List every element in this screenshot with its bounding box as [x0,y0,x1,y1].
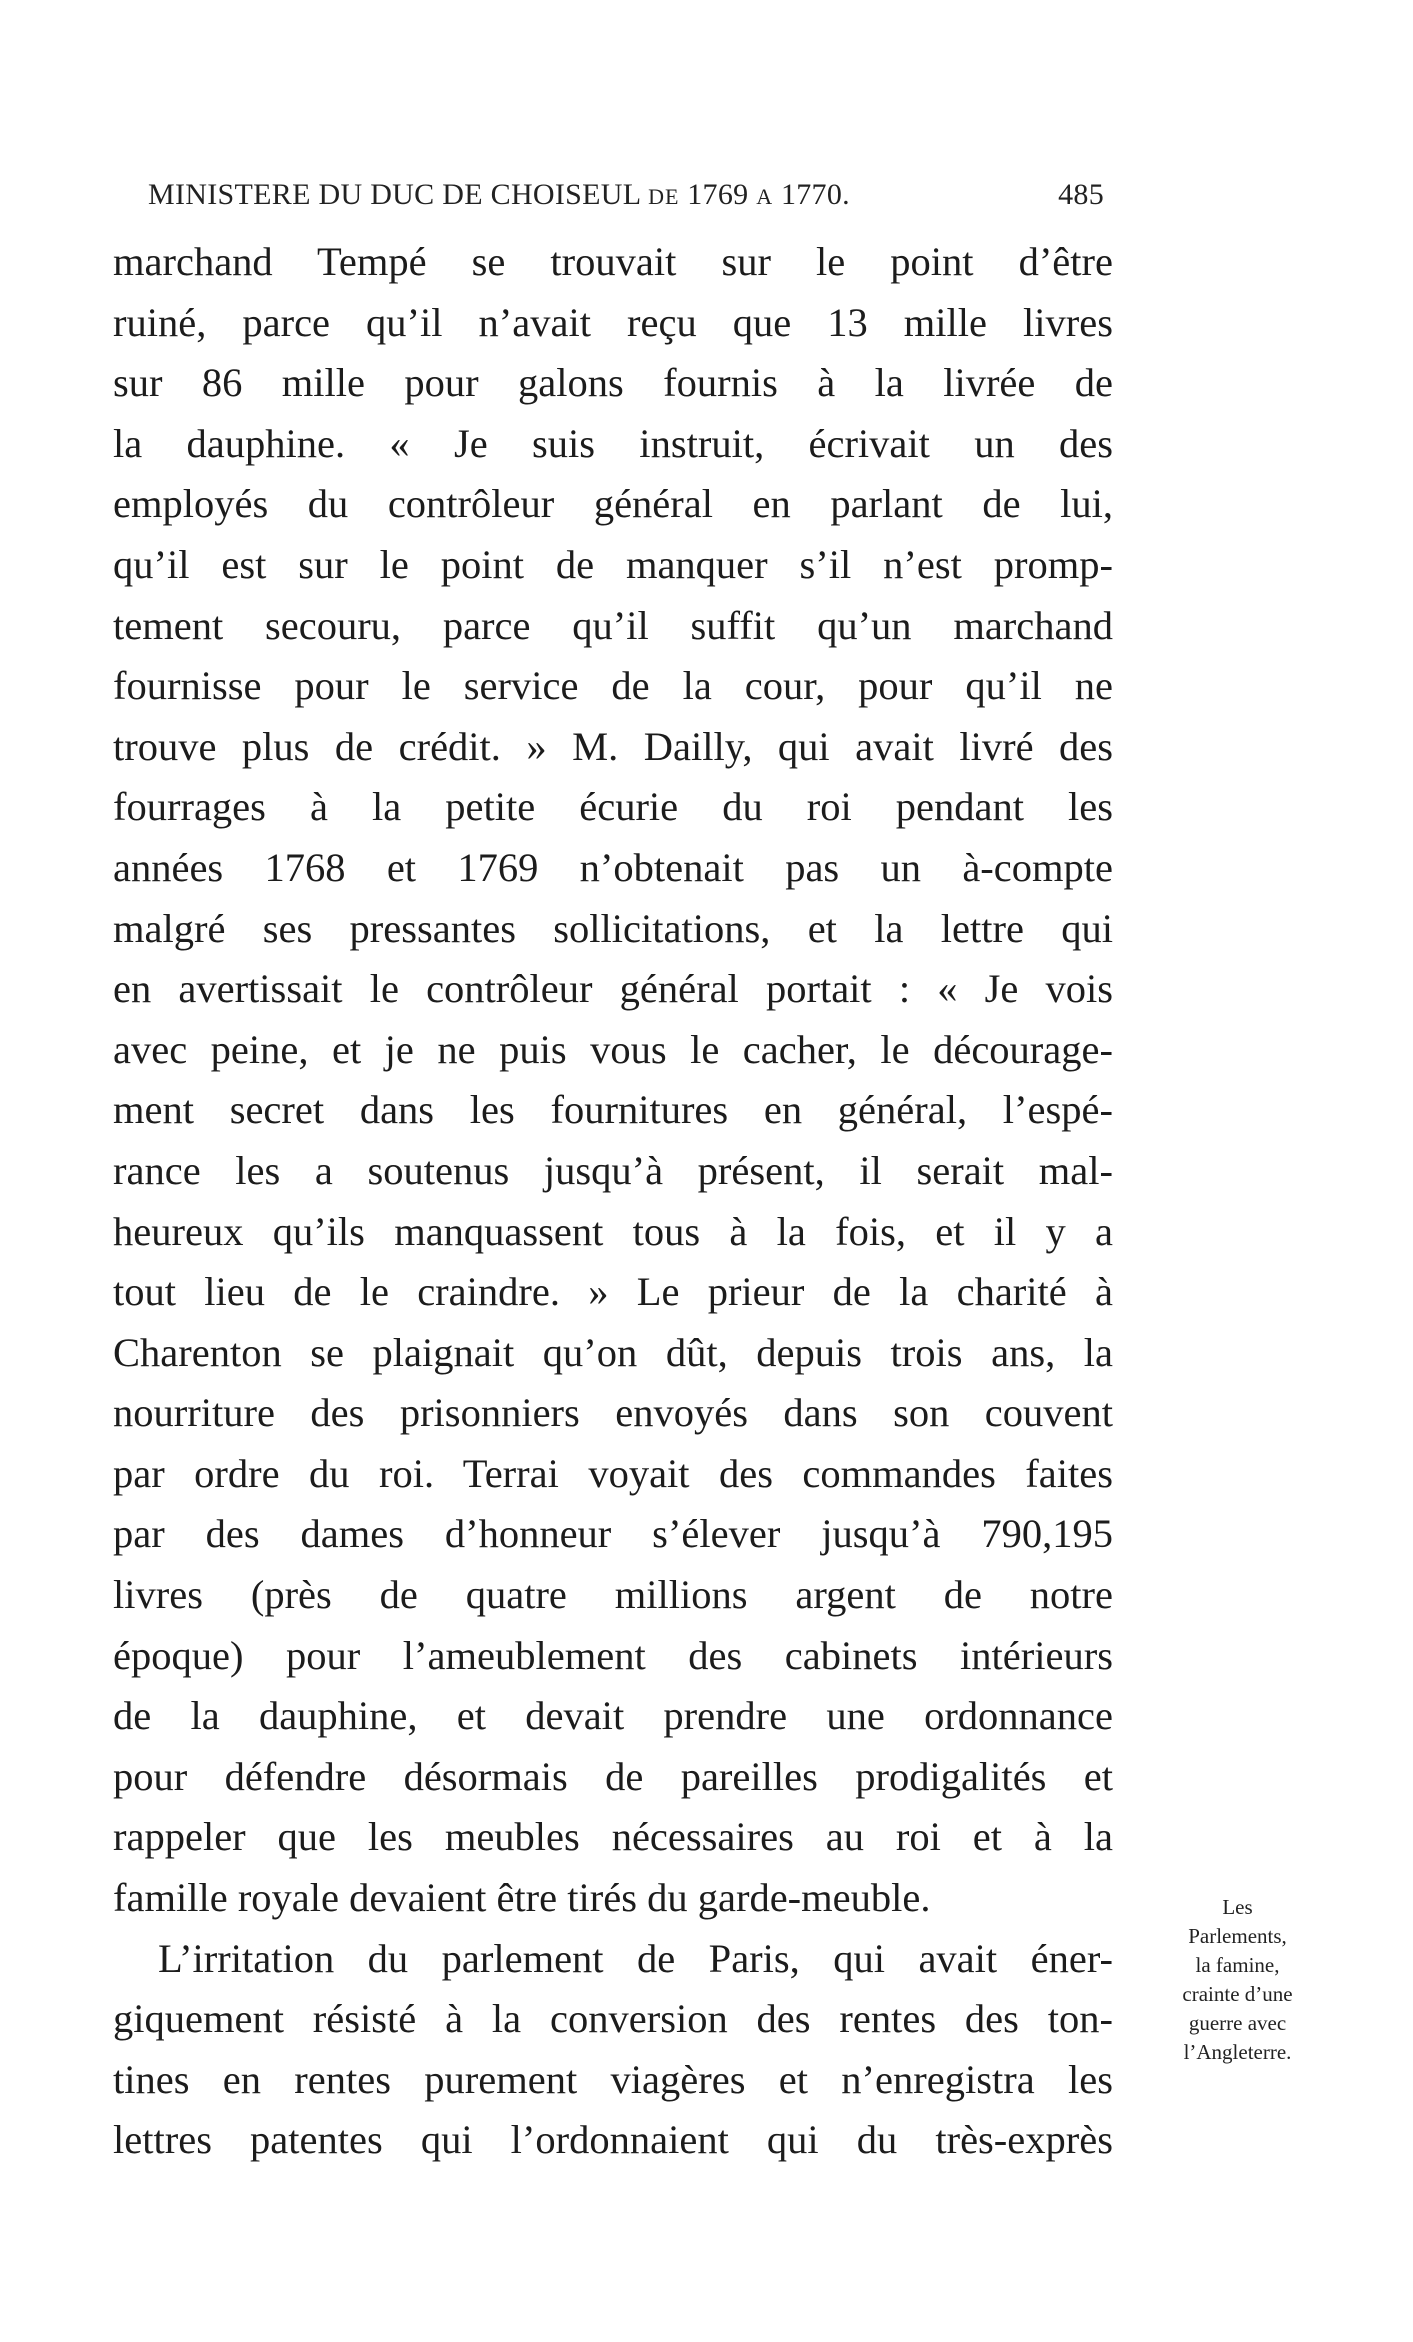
text-line: rappeler que les meubles nécessaires au roi et à la [113,1814,1113,1860]
text-line: années 1768 et 1769 n’obtenait pas un à-compte [113,844,1113,890]
text-line: livres (près de quatre millions argent de notre [113,1572,1113,1618]
marginal-note-line: l’Angleterre. [1183,2040,1292,2064]
marginal-note-line: Parlements, [1188,1924,1287,1948]
marginal-note-line: la famine, [1195,1953,1280,1977]
marginal-note-line: crainte d’une [1182,1982,1293,2006]
text-line: pour défendre désormais de pareilles prodigalités et [113,1753,1113,1799]
paragraph-2 [113,1929,1113,2171]
text-line: avec peine, et je ne puis vous le cacher, le décourage- [113,1026,1113,1072]
text-line: par des dames d’honneur s’élever jusqu’à 790,195 [113,1511,1113,1557]
marginal-note [1140,1893,1335,2067]
text-line: époque) pour l’ameublement des cabinets intérieurs [113,1632,1113,1678]
text-line: fournisse pour le service de la cour, pour qu’il ne [113,663,1113,709]
text-line: de la dauphine, et devait prendre une ordonnance [113,1693,1113,1739]
paragraph-1 [113,232,1113,1929]
running-title-de: DE [648,184,680,209]
text-line: trouve plus de crédit. » M. Dailly, qui avait livré des [113,723,1113,769]
text-line: tines en rentes purement viagères et n’enregistra les [113,2056,1113,2102]
text-line: ment secret dans les fournitures en général, l’espé- [113,1087,1113,1133]
text-line: L’irritation du parlement de Paris, qui avait éner- [158,1935,1113,1981]
marginal-note-line: guerre avec [1188,2011,1287,2035]
text-line: heureux qu’ils manquassent tous à la fois, et il y a [113,1208,1113,1254]
running-title-year-start: 1769 [687,178,749,211]
text-line: en avertissait le contrôleur général portait : « Je vois [113,966,1113,1012]
text-line: qu’il est sur le point de manquer s’il n’est promp- [113,541,1113,587]
text-line: Charenton se plaignait qu’on dût, depuis trois ans, la [113,1329,1113,1375]
text-line: lettres patentes qui l’ordonnaient qui du très-exprès [113,2117,1113,2163]
text-line: employés du contrôleur général en parlant de lui, [113,481,1113,527]
body-text [113,232,1113,2171]
text-line: giquement résisté à la conversion des rentes des ton- [113,1996,1113,2042]
text-line: nourriture des prisonniers envoyés dans son couvent [113,1390,1113,1436]
text-line: tout lieu de le craindre. » Le prieur de la charité à [113,1269,1113,1315]
text-line: sur 86 mille pour galons fournis à la livrée de [113,360,1113,406]
text-line: marchand Tempé se trouvait sur le point d’être [113,239,1113,284]
text-line: ruiné, parce qu’il n’avait reçu que 13 mille livres [113,299,1113,345]
page-number: 485 [1058,178,1104,211]
marginal-note-line: Les [1222,1895,1253,1919]
text-line: fourrages à la petite écurie du roi pendant les [113,784,1113,830]
text-line: famille royale devaient être tirés du garde-meuble. [113,1875,931,1921]
text-line: malgré ses pressantes sollicitations, et la lettre qui [113,905,1113,951]
running-title [148,178,850,212]
text-line: tement secouru, parce qu’il suffit qu’un marchand [113,602,1113,648]
text-line: rance les a soutenus jusqu’à présent, il serait mal- [113,1147,1113,1193]
text-line: par ordre du roi. Terrai voyait des commandes faites [113,1450,1113,1496]
running-title-main: MINISTERE DU DUC DE CHOISEUL [148,178,641,211]
text-line: la dauphine. « Je suis instruit, écrivait un des [113,420,1113,466]
running-head [148,178,1104,218]
running-title-a: A [756,184,774,209]
running-title-year-end: 1770. [780,178,850,211]
